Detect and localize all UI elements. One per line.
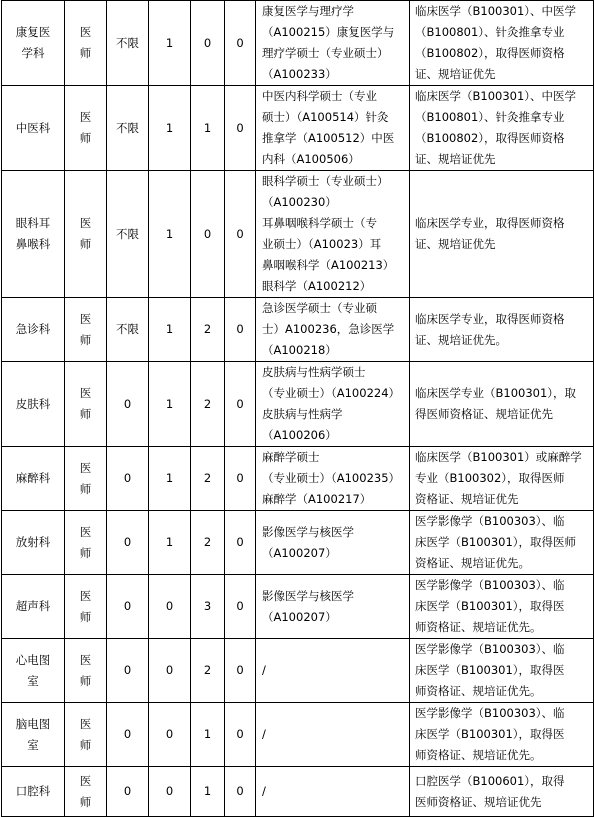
age-cell: 不限 xyxy=(107,171,149,298)
count-cell-1: 1 xyxy=(149,511,191,575)
count-cell-3: 0 xyxy=(225,298,256,362)
requirement-cell: 医学影像学（B100303）、临 床医学（B100301），取得医 师资格证、规培证优先。 xyxy=(410,575,594,639)
department-cell: 超声科 xyxy=(2,575,65,639)
count-cell-3: 0 xyxy=(225,1,256,86)
major-cell: 影像医学与核医学 （A100207） xyxy=(256,511,410,575)
age-cell: 0 xyxy=(107,639,149,703)
count-cell-2: 0 xyxy=(191,1,225,86)
count-cell-2: 3 xyxy=(191,575,225,639)
title-cell: 医 师 xyxy=(65,298,107,362)
count-cell-2: 2 xyxy=(191,362,225,447)
requirement-cell: 临床医学（B100301）、中医学 （B100801）、针灸推拿专业 （B100802），取得医师资格 证、规培证优先 xyxy=(410,1,594,86)
count-cell-2: 1 xyxy=(191,767,225,817)
requirement-cell: 临床医学专业，取得医师资格 证、规培证优先。 xyxy=(410,298,594,362)
major-cell: 康复医学与理疗学 （A100215）康复医学与 理疗学硕士（专业硕士） （A100233） xyxy=(256,1,410,86)
table-row xyxy=(2,86,594,171)
requirement-cell: 临床医学专业（B100301），取 得医师资格证、规培证优先 xyxy=(410,362,594,447)
count-cell-2: 0 xyxy=(191,171,225,298)
count-cell-1: 0 xyxy=(149,639,191,703)
major-cell: 影像医学与核医学 （A100207） xyxy=(256,575,410,639)
major-cell: 急诊医学硕士（专业硕 士）A100236，急诊医学 （A100218） xyxy=(256,298,410,362)
department-cell: 皮肤科 xyxy=(2,362,65,447)
table-row xyxy=(2,511,594,575)
age-cell: 0 xyxy=(107,575,149,639)
department-cell: 口腔科 xyxy=(2,767,65,817)
table-row xyxy=(2,1,594,86)
requirement-cell: 口腔医学（B100601），取得 医师资格证、规培证优先 xyxy=(410,767,594,817)
requirement-cell: 临床医学专业，取得医师资格 证、规培证优先 xyxy=(410,171,594,298)
major-cell: 中医内科学硕士（专业 硕士）（A100514）针灸 推拿学（A100512）中医 内科（A100506） xyxy=(256,86,410,171)
department-cell: 脑电图 室 xyxy=(2,703,65,767)
age-cell: 不限 xyxy=(107,1,149,86)
department-cell: 眼科耳 鼻喉科 xyxy=(2,171,65,298)
requirement-cell: 临床医学（B100301）或麻醉学 专业（B100302），取得医师 资格证、规培证优先 xyxy=(410,447,594,511)
table-row xyxy=(2,298,594,362)
count-cell-3: 0 xyxy=(225,703,256,767)
count-cell-1: 0 xyxy=(149,767,191,817)
department-cell: 康复医 学科 xyxy=(2,1,65,86)
age-cell: 0 xyxy=(107,511,149,575)
title-cell: 医 师 xyxy=(65,86,107,171)
title-cell: 医 师 xyxy=(65,639,107,703)
title-cell: 医 师 xyxy=(65,447,107,511)
title-cell: 医 师 xyxy=(65,703,107,767)
count-cell-3: 0 xyxy=(225,511,256,575)
major-cell: 皮肤病与性病学硕士 （专业硕士）（A100224） 皮肤病与性病学 （A100206） xyxy=(256,362,410,447)
recruitment-table xyxy=(1,0,594,817)
count-cell-1: 0 xyxy=(149,703,191,767)
major-cell: / xyxy=(256,639,410,703)
major-cell: / xyxy=(256,703,410,767)
department-cell: 中医科 xyxy=(2,86,65,171)
age-cell: 0 xyxy=(107,703,149,767)
table-body xyxy=(2,1,594,817)
count-cell-3: 0 xyxy=(225,767,256,817)
requirement-cell: 医学影像学（B100303）、临 床医学（B100301），取得医 师资格证、规培证优先。 xyxy=(410,703,594,767)
count-cell-2: 1 xyxy=(191,86,225,171)
count-cell-1: 1 xyxy=(149,362,191,447)
major-cell: 麻醉学硕士 （专业硕士）（A100235） 麻醉学（A100217） xyxy=(256,447,410,511)
title-cell: 医 师 xyxy=(65,171,107,298)
count-cell-1: 1 xyxy=(149,171,191,298)
count-cell-2: 2 xyxy=(191,298,225,362)
title-cell: 医 师 xyxy=(65,767,107,817)
table-row xyxy=(2,703,594,767)
major-cell: / xyxy=(256,767,410,817)
major-cell: 眼科学硕士（专业硕士） （A100230） 耳鼻咽喉科学硕士（专 业硕士）（A10023）耳 鼻咽喉科学（A100213） 眼科学（A100212） xyxy=(256,171,410,298)
title-cell: 医 师 xyxy=(65,1,107,86)
requirement-cell: 医学影像学（B100303）、临 床医学（B100301），取得医 师资格证、规培证优先。 xyxy=(410,639,594,703)
count-cell-2: 2 xyxy=(191,447,225,511)
age-cell: 0 xyxy=(107,447,149,511)
count-cell-1: 1 xyxy=(149,298,191,362)
count-cell-1: 1 xyxy=(149,1,191,86)
age-cell: 不限 xyxy=(107,86,149,171)
age-cell: 0 xyxy=(107,767,149,817)
count-cell-1: 1 xyxy=(149,447,191,511)
department-cell: 放射科 xyxy=(2,511,65,575)
count-cell-1: 1 xyxy=(149,86,191,171)
title-cell: 医 师 xyxy=(65,362,107,447)
department-cell: 急诊科 xyxy=(2,298,65,362)
count-cell-3: 0 xyxy=(225,575,256,639)
count-cell-2: 1 xyxy=(191,703,225,767)
title-cell: 医 师 xyxy=(65,575,107,639)
table-row xyxy=(2,639,594,703)
age-cell: 0 xyxy=(107,362,149,447)
count-cell-1: 0 xyxy=(149,575,191,639)
requirement-cell: 医学影像学（B100303）、临 床医学（B100301），取得医师 资格证、规培证优先。 xyxy=(410,511,594,575)
department-cell: 麻醉科 xyxy=(2,447,65,511)
table-row xyxy=(2,171,594,298)
department-cell: 心电图 室 xyxy=(2,639,65,703)
requirement-cell: 临床医学（B100301）、中医学 （B100801）、针灸推拿专业 （B100802），取得医师资格 证、规培证优先 xyxy=(410,86,594,171)
table-row xyxy=(2,767,594,817)
table-row xyxy=(2,447,594,511)
title-cell: 医 师 xyxy=(65,511,107,575)
table-row xyxy=(2,575,594,639)
count-cell-2: 2 xyxy=(191,639,225,703)
count-cell-3: 0 xyxy=(225,447,256,511)
count-cell-3: 0 xyxy=(225,86,256,171)
count-cell-3: 0 xyxy=(225,362,256,447)
count-cell-2: 2 xyxy=(191,511,225,575)
count-cell-3: 0 xyxy=(225,171,256,298)
age-cell: 不限 xyxy=(107,298,149,362)
count-cell-3: 0 xyxy=(225,639,256,703)
table-row xyxy=(2,362,594,447)
